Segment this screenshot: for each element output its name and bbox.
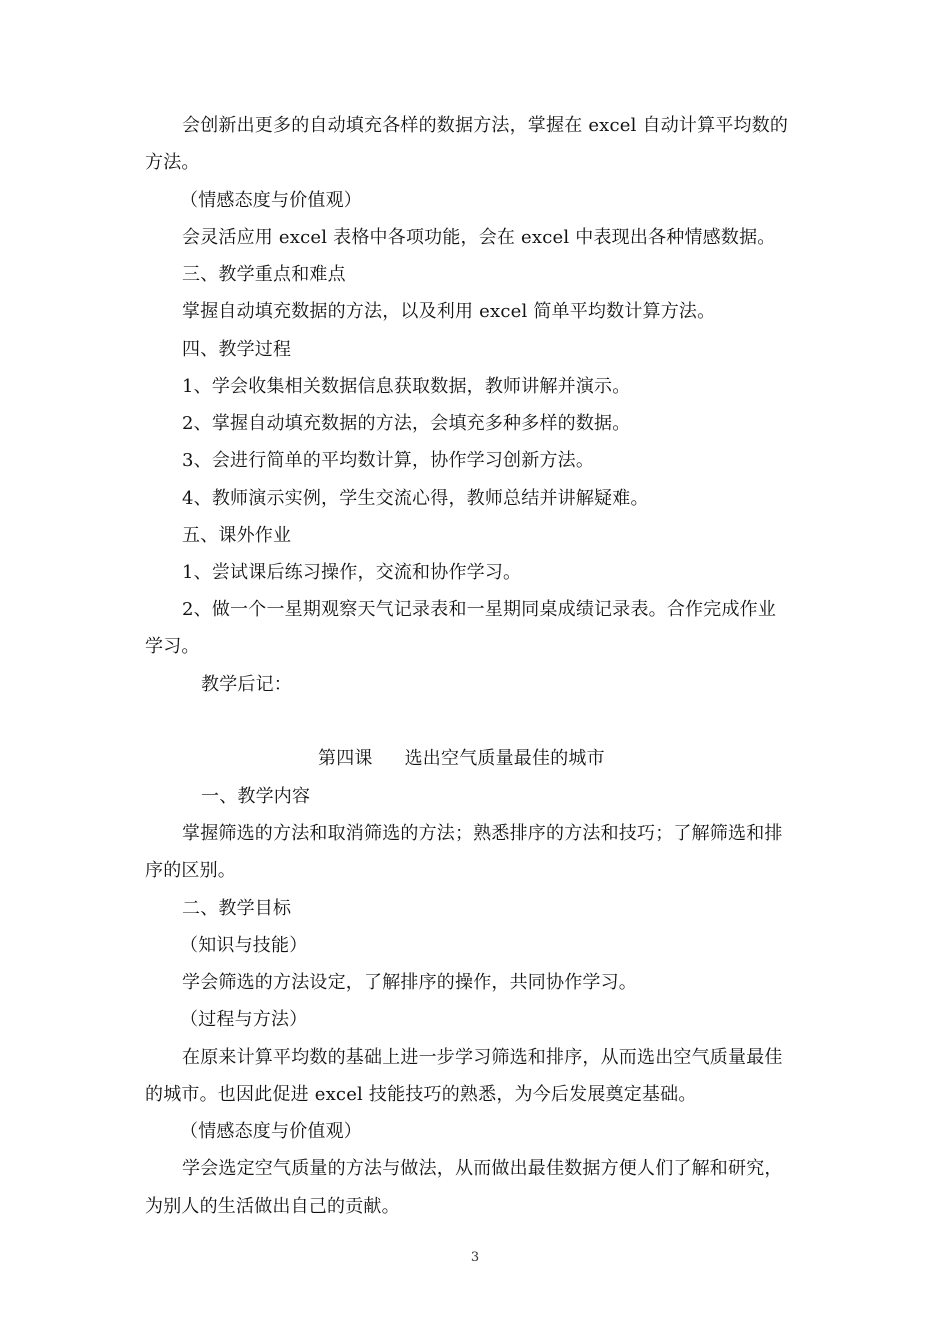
paragraph-line: 学会选定空气质量的方法与做法，从而做出最佳数据方便人们了解和研究， — [182, 1158, 783, 1179]
list-item: 2、掌握自动填充数据的方法，会填充多种多样的数据。 — [182, 413, 631, 434]
paragraph-line: 为别人的生活做出自己的贡献。 — [145, 1196, 400, 1217]
paragraph-line: 的城市。也因此促进 excel 技能技巧的熟悉，为今后发展奠定基础。 — [145, 1084, 697, 1105]
section-heading: 四、教学过程 — [182, 339, 292, 360]
list-item: 2、做一个一星期观察天气记录表和一星期同桌成绩记录表。合作完成作业 — [182, 599, 777, 620]
lesson-title — [318, 747, 605, 771]
lesson-number: 第四课 — [318, 748, 373, 769]
page-number: 3 — [470, 1250, 480, 1265]
paragraph-line: 学会筛选的方法设定，了解排序的操作，共同协作学习。 — [182, 972, 637, 993]
paragraph-line: 序的区别。 — [145, 860, 236, 881]
teaching-notes-label: 教学后记： — [201, 674, 292, 695]
paragraph-line: 在原来计算平均数的基础上进一步学习筛选和排序，从而选出空气质量最佳 — [182, 1047, 783, 1068]
section-heading: 一、教学内容 — [201, 786, 311, 807]
paragraph-line: 会灵活应用 excel 表格中各项功能，会在 excel 中表现出各种情感数据。 — [182, 227, 776, 248]
section-heading: 二、教学目标 — [182, 898, 292, 919]
section-subheading: （情感态度与价值观） — [180, 190, 362, 211]
list-item: 4、教师演示实例，学生交流心得，教师总结并讲解疑难。 — [182, 488, 649, 509]
paragraph-line: 掌握自动填充数据的方法，以及利用 excel 简单平均数计算方法。 — [182, 301, 716, 322]
paragraph-line: 方法。 — [145, 152, 200, 173]
section-heading: 三、教学重点和难点 — [182, 264, 346, 285]
paragraph-line: 会创新出更多的自动填充各样的数据方法，掌握在 excel 自动计算平均数的 — [182, 115, 789, 136]
section-heading: 五、课外作业 — [182, 525, 292, 546]
section-subheading: （知识与技能） — [180, 935, 308, 956]
list-item: 1、学会收集相关数据信息获取数据，教师讲解并演示。 — [182, 376, 631, 397]
section-subheading: （情感态度与价值观） — [180, 1121, 362, 1142]
list-item: 1、尝试课后练习操作，交流和协作学习。 — [182, 562, 522, 583]
paragraph-line: 掌握筛选的方法和取消筛选的方法；熟悉排序的方法和技巧；了解筛选和排 — [182, 823, 783, 844]
paragraph-line: 学习。 — [145, 636, 200, 657]
list-item: 3、会进行简单的平均数计算，协作学习创新方法。 — [182, 450, 595, 471]
lesson-name: 选出空气质量最佳的城市 — [404, 748, 605, 769]
section-subheading: （过程与方法） — [180, 1009, 308, 1030]
